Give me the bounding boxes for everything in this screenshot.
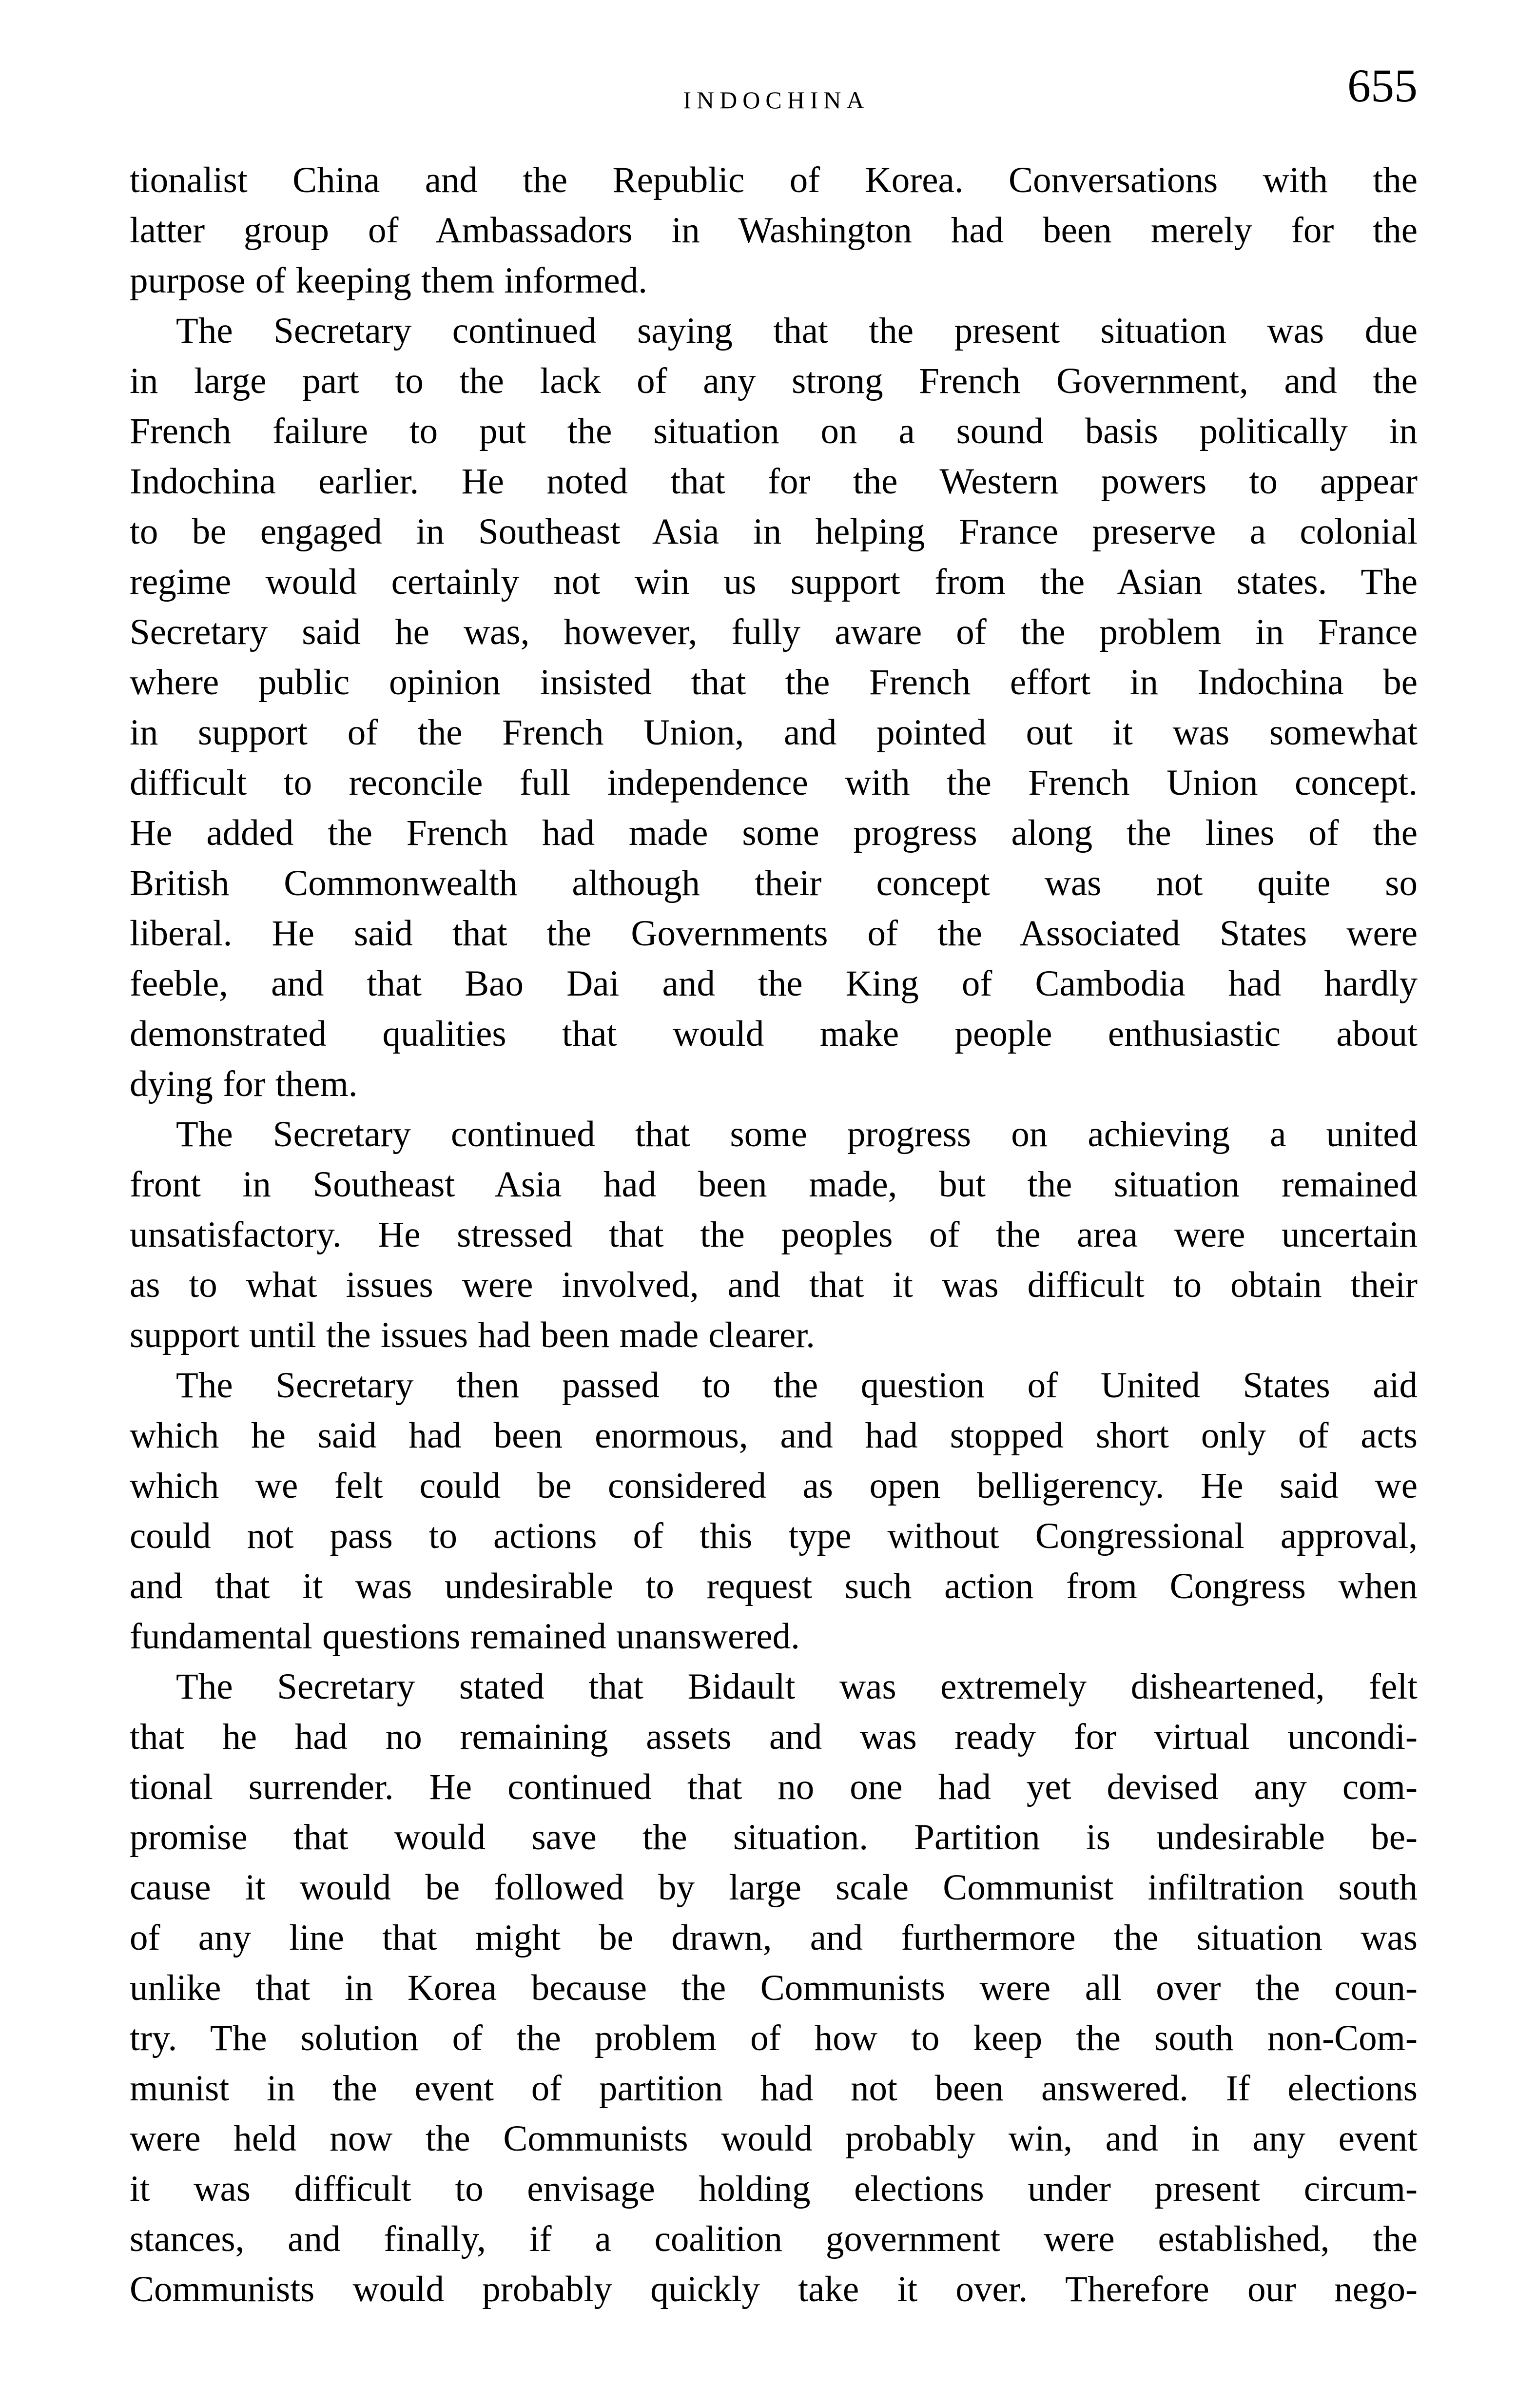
page-number: 655: [1347, 59, 1418, 112]
text-line: it was difficult to envisage holding elections under present circum-: [130, 2169, 1418, 2209]
text-line: tionalist China and the Republic of Korea. Conversations with the: [130, 160, 1418, 200]
text-line: were held now the Communists would probably win, and in any event: [130, 2118, 1418, 2159]
text-line: difficult to reconcile full independence with the French Union concept.: [130, 763, 1418, 803]
text-line: try. The solution of the problem of how to keep the south non-Com-: [130, 2018, 1418, 2058]
text-line: dying for them.: [130, 1064, 358, 1104]
text-line: The Secretary then passed to the question of United States aid: [176, 1365, 1418, 1406]
text-line: The Secretary stated that Bidault was extremely disheartened, felt: [176, 1666, 1418, 1707]
text-line: French failure to put the situation on a sound basis politically in: [130, 411, 1418, 451]
text-line: fundamental questions remained unanswered.: [130, 1616, 800, 1657]
text-line: latter group of Ambassadors in Washington had been merely for the: [130, 210, 1418, 251]
text-line: unlike that in Korea because the Communists were all over the coun-: [130, 1968, 1418, 2008]
text-line: Indochina earlier. He noted that for the Western powers to appear: [130, 461, 1418, 502]
text-line: feeble, and that Bao Dai and the King of Cambodia had hardly: [130, 963, 1418, 1004]
text-line: could not pass to actions of this type without Congressional approval,: [130, 1516, 1418, 1556]
text-line: demonstrated qualities that would make people enthusiastic about: [130, 1014, 1418, 1054]
text-line: which he said had been enormous, and had stopped short only of acts: [130, 1415, 1418, 1456]
text-line: Communists would probably quickly take it over. Therefore our nego-: [130, 2269, 1418, 2310]
text-line: promise that would save the situation. Partition is undesirable be-: [130, 1817, 1418, 1858]
text-line: The Secretary continued that some progress on achieving a united: [176, 1114, 1418, 1155]
text-line: where public opinion insisted that the French effort in Indochina be: [130, 662, 1418, 703]
text-line: front in Southeast Asia had been made, but the situation remained: [130, 1164, 1418, 1205]
text-line: support until the issues had been made clearer.: [130, 1315, 815, 1355]
text-line: in large part to the lack of any strong French Government, and the: [130, 361, 1418, 401]
text-line: liberal. He said that the Governments of the Associated States were: [130, 913, 1418, 954]
page-header: [130, 0, 1418, 146]
text-line: British Commonwealth although their concept was not quite so: [130, 863, 1418, 903]
text-line: in support of the French Union, and pointed out it was somewhat: [130, 712, 1418, 753]
text-line: tional surrender. He continued that no one had yet devised any com-: [130, 1767, 1418, 1807]
text-line: stances, and finally, if a coalition government were established, the: [130, 2219, 1418, 2259]
text-line: purpose of keeping them informed.: [130, 260, 647, 301]
text-line: and that it was undesirable to request such action from Congress when: [130, 1566, 1418, 1606]
running-head: INDOCHINA: [683, 86, 870, 114]
text-line: of any line that might be drawn, and furthermore the situation was: [130, 1918, 1418, 1958]
text-line: regime would certainly not win us support from the Asian states. The: [130, 562, 1418, 602]
text-line: He added the French had made some progress along the lines of the: [130, 813, 1418, 853]
text-line: munist in the event of partition had not been answered. If elections: [130, 2068, 1418, 2109]
text-line: Secretary said he was, however, fully aware of the problem in France: [130, 612, 1418, 652]
text-line: as to what issues were involved, and that it was difficult to obtain their: [130, 1265, 1418, 1305]
text-line: which we felt could be considered as open belligerency. He said we: [130, 1466, 1418, 1506]
text-line: unsatisfactory. He stressed that the peoples of the area were uncertain: [130, 1214, 1418, 1255]
text-line: to be engaged in Southeast Asia in helping France preserve a colonial: [130, 511, 1418, 552]
text-line: cause it would be followed by large scale Communist infiltration south: [130, 1867, 1418, 1908]
text-line: The Secretary continued saying that the present situation was due: [176, 311, 1418, 351]
page-body: [130, 155, 1418, 2314]
text-line: that he had no remaining assets and was ready for virtual uncondi-: [130, 1717, 1418, 1757]
